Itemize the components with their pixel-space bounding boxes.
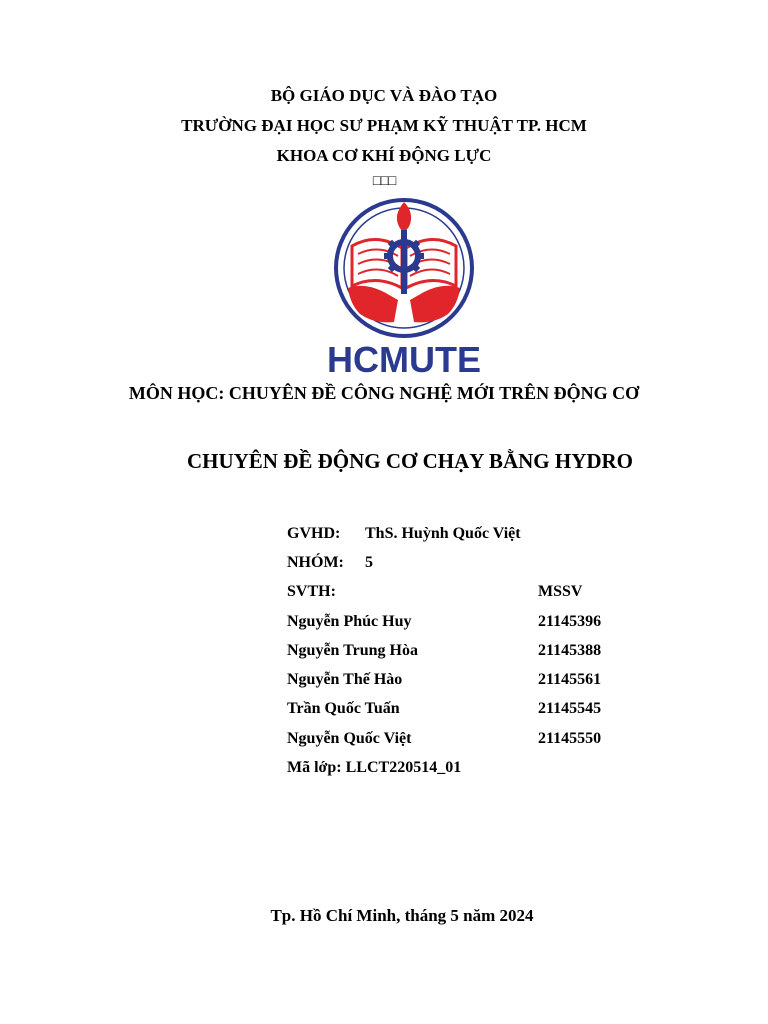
student-name: Trần Quốc Tuấn xyxy=(287,700,400,717)
decorative-separator: □□□ xyxy=(372,174,396,189)
group-label: NHÓM: xyxy=(287,554,344,571)
class-code: Mã lớp: LLCT220514_01 xyxy=(287,759,462,776)
place-date-footer: Tp. Hồ Chí Minh, tháng 5 năm 2024 xyxy=(270,906,534,925)
student-name: Nguyễn Phúc Huy xyxy=(287,613,412,630)
university-heading: TRƯỜNG ĐẠI HỌC SƯ PHẠM KỸ THUẬT TP. HCM xyxy=(181,116,587,135)
advisor-label: GVHD: xyxy=(287,525,341,542)
ministry-heading: BỘ GIÁO DỤC VÀ ĐÀO TẠO xyxy=(270,86,498,105)
students-label: SVTH: xyxy=(287,583,336,600)
student-id-header: MSSV xyxy=(538,583,583,600)
student-name: Nguyễn Thế Hào xyxy=(287,671,403,688)
subject-line: MÔN HỌC: CHUYÊN ĐỀ CÔNG NGHỆ MỚI TRÊN ĐỘNG CƠ xyxy=(128,383,640,403)
student-id: 21145396 xyxy=(538,613,602,630)
student-id: 21145388 xyxy=(538,642,602,659)
student-id: 21145550 xyxy=(538,730,602,747)
document-title: CHUYÊN ĐỀ ĐỘNG CƠ CHẠY BẰNG HYDRO xyxy=(186,449,634,473)
student-name: Nguyễn Quốc Việt xyxy=(287,730,412,747)
hcmute-logo xyxy=(324,196,484,378)
logo-wordmark: HCMUTE xyxy=(327,339,481,378)
student-name: Nguyễn Trung Hòa xyxy=(287,642,418,659)
advisor-name: ThS. Huỳnh Quốc Việt xyxy=(365,525,521,542)
student-id: 21145561 xyxy=(538,671,602,688)
flame-icon xyxy=(397,202,411,232)
group-number: 5 xyxy=(365,554,373,571)
faculty-heading: KHOA CƠ KHÍ ĐỘNG LỰC xyxy=(276,146,492,165)
student-id: 21145545 xyxy=(538,700,602,717)
